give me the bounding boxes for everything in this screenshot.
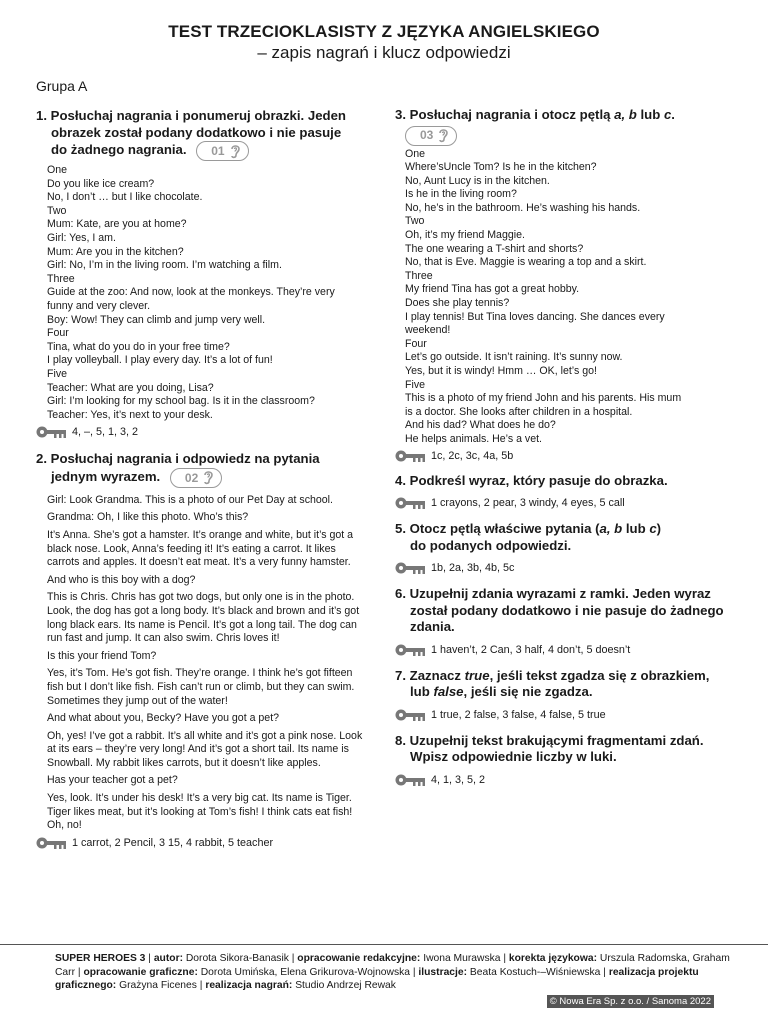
transcript-line: Is this your friend Tom? bbox=[47, 649, 157, 662]
transcript-line: Teacher: What are you doing, Lisa? bbox=[47, 381, 214, 394]
ear-icon bbox=[230, 144, 241, 159]
ear-icon bbox=[438, 128, 449, 143]
key-icon bbox=[395, 644, 425, 656]
q1-line3: do żadnego nagrania. bbox=[51, 142, 187, 158]
audio-track-badge[interactable] bbox=[196, 141, 248, 161]
transcript-line: Two bbox=[47, 204, 67, 217]
transcript-line: Three bbox=[47, 272, 75, 285]
transcript-line: And what about you, Becky? Have you got a pet? bbox=[47, 712, 280, 725]
transcript-line: Five bbox=[47, 367, 68, 380]
transcript-line: Teacher: Yes, it’s next to your desk. bbox=[47, 408, 213, 421]
transcript-line: I play volleyball. I play every day. It’s a lot of fun! bbox=[47, 354, 273, 367]
q6-line1: 6. Uzupełnij zdania wyrazami z ramki. Jeden wyraz bbox=[395, 586, 711, 602]
q1-line1: 1. Posłuchaj nagrania i ponumeruj obrazki. Jeden bbox=[36, 108, 346, 123]
transcript-line: Yes, look. It’s under his desk! It’s a very big cat. Its name is Tiger. Tiger likes meat, but it’s looking at Tom’s fish! I think cats eat fish! Oh, no! bbox=[47, 792, 353, 832]
q3-ab: a, b bbox=[614, 107, 637, 122]
transcript-line: Two bbox=[405, 215, 425, 228]
audio-track-badge[interactable] bbox=[405, 126, 457, 146]
q3-end: . bbox=[671, 107, 675, 122]
q4-answer-key bbox=[395, 497, 735, 509]
transcript-line: He helps animals. He’s a vet. bbox=[405, 432, 542, 445]
brand-name: SUPER HEROES 3 bbox=[55, 953, 146, 964]
audio-track-badge[interactable] bbox=[170, 468, 222, 488]
key-icon bbox=[36, 837, 66, 849]
q7-post2: , jeśli się nie zgadza. bbox=[463, 684, 593, 700]
credit-value: Studio Andrzej Rewak bbox=[292, 980, 396, 992]
q5-ab: a, b bbox=[599, 521, 623, 537]
transcript-line: Has your teacher got a pet? bbox=[47, 774, 178, 787]
q6-answer-key bbox=[395, 644, 735, 656]
q6-line2: został podany dodatkowo i nie pasuje do żadnego bbox=[410, 602, 724, 618]
q2-transcript bbox=[36, 494, 366, 833]
transcript-line: Let’s go outside. It isn’t raining. It’s sunny now. bbox=[405, 351, 623, 364]
transcript-line: One bbox=[47, 164, 68, 176]
credit-value: Beata Kostuch-–Wiśniewska bbox=[467, 966, 604, 978]
transcript-line: And his dad? What does he do? bbox=[405, 419, 556, 432]
transcript-line: Does she play tennis? bbox=[405, 297, 510, 310]
transcript-line: My friend Tina has got a great hobby. bbox=[405, 283, 580, 296]
transcript-line: Guide at the zoo: And now, look at the monkeys. They’re very bbox=[47, 286, 335, 299]
page-subtitle: – zapis nagrań i klucz odpowiedzi bbox=[257, 43, 511, 62]
right-column bbox=[395, 107, 735, 786]
credit-label: ilustracje: bbox=[418, 966, 468, 978]
transcript-line: Three bbox=[405, 269, 433, 282]
transcript-line: This is a photo of my friend John and his parents. His mum bbox=[405, 392, 682, 405]
transcript-line: No, I don’t … but I like chocolate. bbox=[47, 191, 203, 204]
transcript-line: is a doctor. She looks after children in a hospital. bbox=[405, 405, 633, 418]
transcript-line: No, that is Eve. Maggie is wearing a top and a skirt. bbox=[405, 256, 647, 269]
q2-line2: jednym wyrazem. bbox=[51, 469, 161, 485]
key-icon bbox=[395, 450, 425, 462]
credit-value: Urszula Radomska, Graham Carr bbox=[55, 953, 730, 978]
q3-answer-key bbox=[395, 450, 735, 462]
q3-transcript bbox=[395, 148, 735, 447]
q3-c: c bbox=[663, 107, 672, 122]
q5-mid: lub bbox=[622, 521, 650, 537]
q7-mid: , jeśli tekst zgadza się z obrazkiem, bbox=[489, 667, 710, 683]
copyright-notice: © Nowa Era Sp. z o.o. / Sanoma 2022 bbox=[547, 995, 714, 1008]
q1-line2: obrazek został podany dodatkowo i nie pasuje bbox=[51, 124, 342, 140]
transcript-line: Four bbox=[405, 337, 427, 350]
footer-divider bbox=[0, 944, 768, 945]
answer-text: 1c, 2c, 3c, 4a, 5b bbox=[431, 449, 514, 462]
key-icon bbox=[395, 709, 425, 721]
key-icon bbox=[395, 497, 425, 509]
transcript-line: Oh, yes! I’ve got a rabbit. It’s all white and it’s got a pink nose. Look at its ears – they’re very long! And it’s got a short tail. Its name is Snowball. My rabbit likes carrots, but it doesn’t like apples. bbox=[47, 729, 363, 769]
q2-instruction bbox=[36, 451, 366, 488]
q5-answer-key bbox=[395, 562, 735, 574]
credit-value: Dorota Umińska, Elena Grikurova-Wojnowska bbox=[197, 966, 413, 978]
transcript-line: The one wearing a T-shirt and shorts? bbox=[405, 242, 584, 255]
q6-instruction bbox=[395, 586, 735, 636]
answer-text: 1 crayons, 2 pear, 3 windy, 4 eyes, 5 call bbox=[431, 497, 625, 510]
transcript-line: weekend! bbox=[405, 324, 451, 337]
q6-line3: zdania. bbox=[410, 619, 455, 635]
credit-label: autor: bbox=[153, 953, 183, 964]
q8-line2: Wpisz odpowiednie liczby w luki. bbox=[410, 749, 617, 765]
transcript-line: This is Chris. Chris has got two dogs, but only one is in the photo. Look, the dog has got a long body. It’s black and brown and it’s got long black ears. Its name is Pencil. It’s got a long tail. The dog can run fast and jump. It can also swim. Chris loves it! bbox=[47, 591, 360, 645]
answer-text: 4, –, 5, 1, 3, 2 bbox=[72, 426, 139, 439]
key-icon bbox=[395, 774, 425, 786]
transcript-line: Grandma: Oh, I like this photo. Who’s this? bbox=[47, 511, 249, 524]
credit-label: realizacja projektu graficznego: bbox=[55, 966, 699, 992]
q1-transcript bbox=[36, 164, 366, 422]
transcript-line: Boy: Wow! They can climb and jump very well. bbox=[47, 313, 266, 326]
key-icon bbox=[36, 426, 66, 438]
q3-instruction bbox=[395, 107, 735, 146]
q5-line2: do podanych odpowiedzi. bbox=[410, 537, 572, 553]
credit-label: korekta językowa: bbox=[508, 953, 598, 964]
answer-text: 1b, 2a, 3b, 4b, 5c bbox=[431, 562, 515, 575]
q5-post: ) bbox=[656, 521, 662, 537]
q2-line1: 2. Posłuchaj nagrania i odpowiedz na pytania bbox=[36, 451, 320, 467]
track-number: 01 bbox=[211, 143, 225, 158]
transcript-line: Girl: No, I’m in the living room. I’m watching a film. bbox=[47, 259, 282, 272]
transcript-line: Yes, but it is windy! Hmm … OK, let’s go! bbox=[405, 365, 597, 377]
credit-label: opracowanie graficzne: bbox=[83, 966, 198, 978]
key-icon bbox=[395, 562, 425, 574]
transcript-line: Girl: Yes, I am. bbox=[47, 231, 116, 244]
transcript-line: Tina, what do you do in your free time? bbox=[47, 340, 230, 353]
q4-text: 4. Podkreśl wyraz, który pasuje do obrazka. bbox=[395, 472, 668, 488]
q4-instruction bbox=[395, 473, 735, 490]
q7-instruction bbox=[395, 668, 735, 701]
ear-icon bbox=[203, 470, 214, 485]
credit-value: Dorota Sikora-Banasik bbox=[183, 953, 292, 964]
q1-answer-key bbox=[36, 426, 366, 438]
transcript-line: It’s Anna. She’s got a hamster. It’s orange and white, but it’s got a black nose. Look, Anna’s feeding it! It’s eating a carrot. It likes carrots and apples. It doesn’t eat meat. It’s a very funny hamster. bbox=[47, 528, 354, 569]
transcript-line: No, Aunt Lucy is in the kitchen. bbox=[405, 174, 550, 187]
credit-label: realizacja nagrań: bbox=[205, 980, 293, 992]
q7-pre2: lub bbox=[410, 684, 434, 700]
q5-pre: 5. Otocz pętlą właściwe pytania ( bbox=[395, 521, 600, 537]
q8-answer-key bbox=[395, 774, 735, 786]
credit-label: opracowanie redakcyjne: bbox=[297, 953, 421, 964]
transcript-line: Girl: Look Grandma. This is a photo of our Pet Day at school. bbox=[47, 493, 333, 506]
transcript-line: Mum: Kate, are you at home? bbox=[47, 218, 187, 231]
q8-line1: 8. Uzupełnij tekst brakującymi fragmentami zdań. bbox=[395, 732, 704, 748]
q7-true: true bbox=[464, 667, 490, 683]
answer-text: 1 haven’t, 2 Can, 3 half, 4 don’t, 5 doesn’t bbox=[431, 643, 631, 656]
q7-pre: 7. Zaznacz bbox=[395, 667, 465, 683]
transcript-line: Oh, it’s my friend Maggie. bbox=[405, 229, 525, 242]
q5-c: c bbox=[649, 521, 657, 537]
q5-instruction bbox=[395, 521, 735, 554]
group-label: Grupa A bbox=[36, 78, 88, 94]
transcript-line: Five bbox=[405, 378, 426, 391]
transcript-line: No, he’s in the bathroom. He’s washing his hands. bbox=[405, 201, 641, 214]
transcript-line: funny and very clever. bbox=[47, 299, 151, 312]
transcript-line: Is he in the living room? bbox=[405, 188, 517, 201]
transcript-line: Girl: I’m looking for my school bag. Is it in the classroom? bbox=[47, 395, 315, 408]
left-column bbox=[36, 108, 366, 849]
credit-value: Iwona Murawska bbox=[420, 953, 504, 964]
track-number: 02 bbox=[184, 470, 199, 485]
q7-answer-key bbox=[395, 709, 735, 721]
answer-text: 4, 1, 3, 5, 2 bbox=[431, 773, 486, 786]
q2-answer-key bbox=[36, 837, 366, 849]
transcript-line: Four bbox=[47, 327, 69, 340]
transcript-line: Where’sUncle Tom? Is he in the kitchen? bbox=[405, 161, 597, 174]
transcript-line: I play tennis! But Tina loves dancing. She dances every bbox=[405, 310, 665, 323]
q3-text: 3. Posłuchaj nagrania i otocz pętlą bbox=[395, 107, 615, 122]
transcript-line: One bbox=[405, 147, 426, 160]
transcript-line: And who is this boy with a dog? bbox=[47, 573, 196, 586]
track-number: 03 bbox=[420, 128, 434, 143]
q1-instruction bbox=[36, 108, 366, 161]
credits-footer: SUPER HEROES 3 | autor: Dorota Sikora-Banasik | opracowanie redakcyjne: Iwona Murawska | korekta językowa: Urszula Radomska, Graham Carr | opracowanie graficzne: Dorota Umińska, Elena Grikurova-Wojnowska | ilustracje: Beata Kostuch-–Wiśniewska | realizacja projektu graficznego: Grażyna Ficenes | realizacja nagrań: Studio Andrzej Rewak bbox=[55, 953, 730, 992]
q3-mid: lub bbox=[636, 107, 664, 122]
transcript-line: Mum: Are you in the kitchen? bbox=[47, 245, 184, 258]
transcript-line: Yes, it’s Tom. He’s got fish. They’re orange. I think he’s got fifteen fish but I don’t like fish. Fish can’t run or climb, but they can swim. Sometimes they jump out of the water! bbox=[47, 667, 355, 707]
answer-text: 1 true, 2 false, 3 false, 4 false, 5 true bbox=[431, 708, 606, 721]
credit-value: Grażyna Ficenes bbox=[116, 980, 200, 992]
q7-false: false bbox=[433, 684, 464, 700]
answer-text: 1 carrot, 2 Pencil, 3 15, 4 rabbit, 5 teacher bbox=[72, 836, 274, 849]
page-title: TEST TRZECIOKLASISTY Z JĘZYKA ANGIELSKIEGO bbox=[168, 22, 600, 41]
q8-instruction bbox=[395, 733, 735, 766]
transcript-line: Do you like ice cream? bbox=[47, 177, 155, 190]
